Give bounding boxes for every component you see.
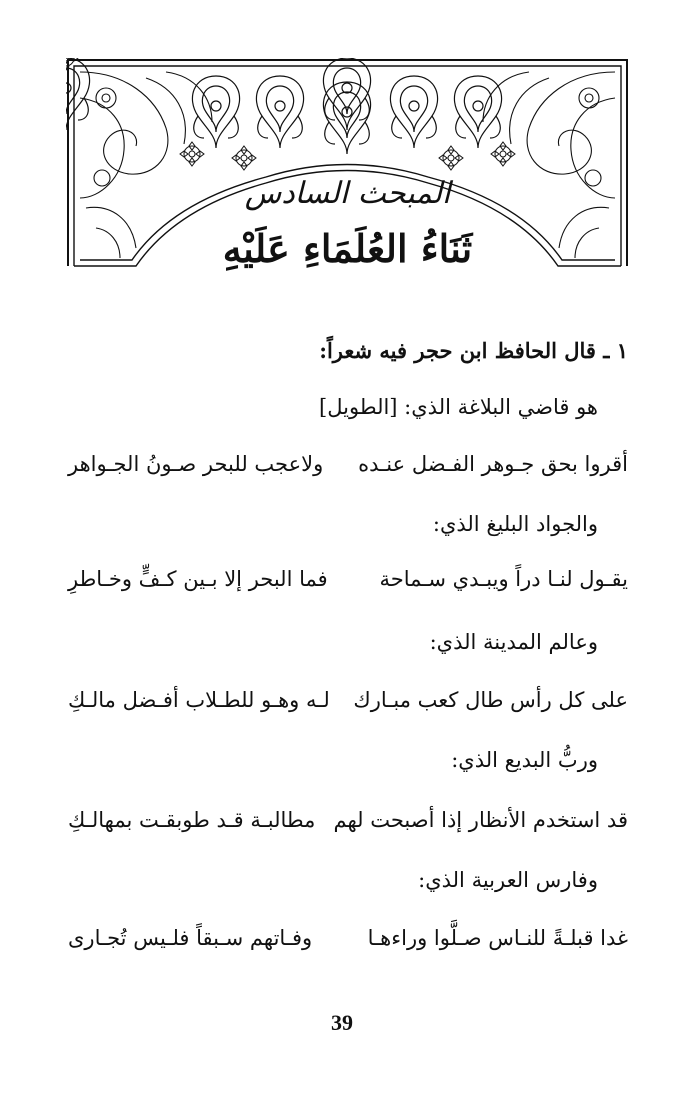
verse-line-5 [40, 926, 628, 960]
verse-line-3 [40, 688, 628, 722]
chapter-title: ثَنَاءُ العُلَمَاءِ عَلَيْهِ [222, 226, 473, 271]
stanza-lead-2: والجواد البليغ الذي: [432, 512, 598, 536]
hemistich-second: لـه وهـو للطـلاب أفـضل مالـكِ [68, 688, 330, 712]
verse-line-4 [40, 808, 628, 842]
verse-line-1 [40, 452, 628, 486]
stanza-lead-5: وفارس العربية الذي: [418, 868, 598, 892]
stanza-lead-1: هو قاضي البلاغة الذي: [الطويل] [319, 395, 598, 419]
verse-line-2 [40, 567, 628, 601]
stanza-lead-4: وربُّ البديع الذي: [451, 748, 598, 772]
stanza-lead-3: وعالم المدينة الذي: [429, 630, 598, 654]
chapter-label: المبحث السادس [244, 176, 451, 211]
hemistich-first: غدا قبلـةً للنـاس صـلَّوا وراءهـا [367, 926, 628, 950]
hemistich-second: فما البحر إلا بـين كـفٍّ وخـاطرِ [68, 567, 328, 591]
hemistich-second: وفـاتهم سـبقاً فلـيس تُجـارى [68, 926, 313, 950]
hemistich-first: أقروا بحق جـوهر الفـضل عنـده [358, 452, 628, 476]
hemistich-first: يقـول لنـا دراً ويبـدي سـماحة [379, 567, 628, 591]
hemistich-first: على كل رأس طال كعب مبـارك [353, 688, 628, 712]
intro-line: ١ ـ قال الحافظ ابن حجر فيه شعراً: [319, 338, 628, 363]
hemistich-second: ولاعجب للبحر صـونُ الجـواهر [68, 452, 324, 476]
page-number: 39 [331, 1010, 353, 1035]
hemistich-second: مطالبـة قـد طوبقـت بمهالـكِ [68, 808, 316, 832]
hemistich-first: قد استخدم الأنظار إذا أصبحت لهم [333, 808, 628, 832]
